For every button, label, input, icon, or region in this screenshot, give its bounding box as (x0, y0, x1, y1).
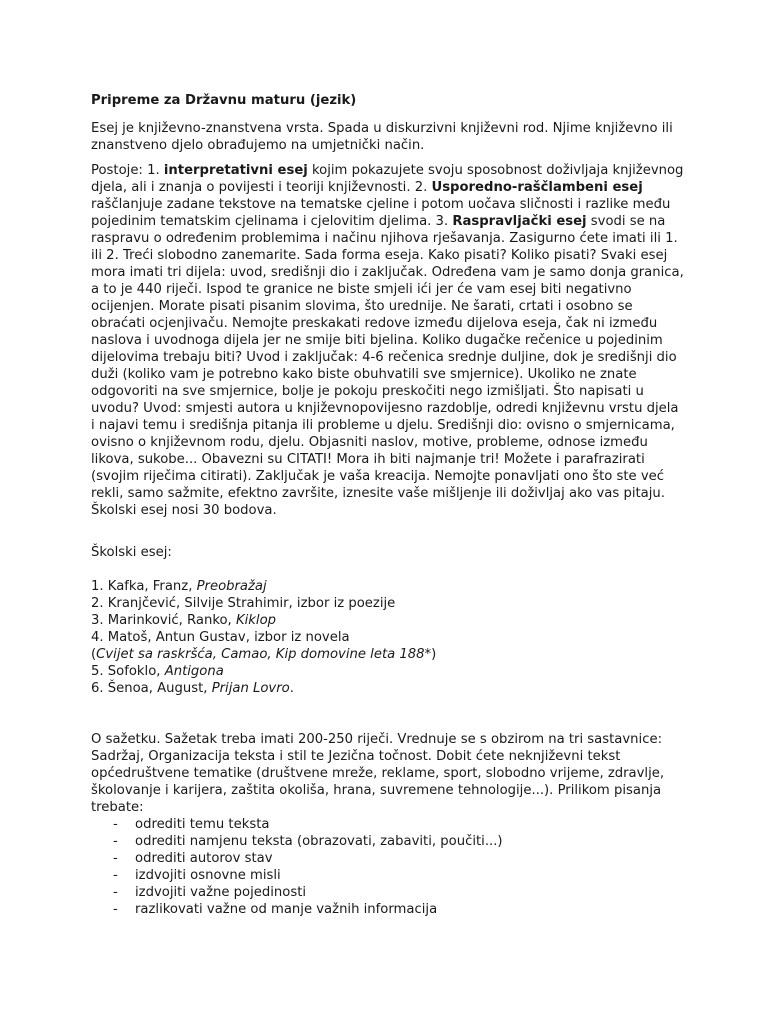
types-text-3: raščlanjuje zadane tekstove na tematske cjeline i potom uočava sličnosti i razlike među pojedinim tematskim cjelinama i cjelovitim djelima. 3. (91, 197, 671, 229)
types-text-2: kojim pokazujete svoju sposobnost doživljaja književnog djela, ali i znanja o povijesti i teoriji književnosti. 2. (91, 163, 684, 195)
document-title: Pripreme za Državnu maturu (jezik) (91, 93, 357, 108)
task-list-item (91, 867, 684, 884)
blank-line (91, 697, 684, 714)
types-text-1: Postoje: 1. (91, 163, 164, 178)
work-title: Prijan Lovro (211, 681, 290, 696)
dash-bullet: - (113, 868, 118, 883)
task-text: odrediti namjenu teksta (obrazovati, zabaviti, poučiti...) (135, 834, 503, 849)
types-bold-2: Usporedno-raščlambeni esej (431, 180, 643, 195)
works-list-item (91, 680, 684, 697)
works-list (91, 578, 684, 697)
works-list-item (91, 578, 684, 595)
work-title: Preobražaj (196, 579, 267, 594)
dash-bullet: - (113, 834, 118, 849)
task-text: razlikovati važne od manje važnih informacija (135, 902, 438, 917)
work-title: Kiklop (235, 613, 277, 628)
works-list-item (91, 595, 684, 612)
work-suffix: . (289, 681, 294, 696)
work-suffix: ) (431, 647, 437, 662)
intro-paragraph: Esej je književno-znanstvena vrsta. Spada u diskurzivni književni rod. Njime književno ili znanstveno djelo obrađujemo na umjetnički način. (91, 121, 673, 153)
works-list-item (91, 646, 684, 663)
blank-line (91, 527, 684, 544)
task-list-item (91, 884, 684, 901)
school-essay-heading: Školski esej: (91, 545, 172, 560)
essay-types-paragraph (91, 162, 684, 519)
dash-bullet: - (113, 902, 118, 917)
summary-task-list (91, 816, 684, 918)
work-text: 1. Kafka, Franz, (91, 579, 197, 594)
works-list-item (91, 629, 684, 646)
dash-bullet: - (113, 817, 118, 832)
work-text: 2. Kranjčević, Silvije Strahimir, izbor iz poezije (91, 596, 396, 611)
work-text: ( (91, 647, 97, 662)
dash-bullet: - (113, 885, 118, 900)
types-bold-3: Raspravljački esej (452, 214, 587, 229)
works-list-item (91, 612, 684, 629)
task-list-item (91, 816, 684, 833)
work-title: Antigona (164, 664, 224, 679)
task-text: izdvojiti osnovne misli (135, 868, 281, 883)
task-text: odrediti temu teksta (135, 817, 270, 832)
work-title: Cvijet sa raskršća, Camao, Kip domovine leta 188* (96, 647, 432, 662)
dash-bullet: - (113, 851, 118, 866)
blank-line (91, 714, 684, 731)
task-text: izdvojiti važne pojedinosti (135, 885, 307, 900)
task-list-item (91, 901, 684, 918)
work-text: 4. Matoš, Antun Gustav, izbor iz novela (91, 630, 350, 645)
work-text: 3. Marinković, Ranko, (91, 613, 236, 628)
work-text: 5. Sofoklo, (91, 664, 165, 679)
task-list-item (91, 833, 684, 850)
blank-line (91, 561, 684, 578)
task-list-item (91, 850, 684, 867)
summary-paragraph: O sažetku. Sažetak treba imati 200-250 riječi. Vrednuje se s obzirom na tri sastavnice: Sadržaj, Organizacija teksta i stil te Jezična točnost. Dobit ćete neknjiževni tekst općedruštvene tematike (društvene mreže, reklame, sport, slobodno vrijeme, zdravlje, školovanje i karijera, zaštita okoliša, hrana, suvremene tehnologije...). Prilikom pisanja trebate: (91, 732, 665, 815)
types-bold-1: interpretativni esej (163, 163, 308, 178)
task-text: odrediti autorov stav (135, 851, 273, 866)
works-list-item (91, 663, 684, 680)
types-text-4: svodi se na raspravu o određenim problemima i načinu njihova rješavanja. Zasigurno ćete imati ili 1. ili 2. Treći slobodno zanemarite. Sada forma eseja. Kako pisati? Koliko pisati? Svaki esej mora imati tri dijela: uvod, središnji dio i zaključak. Određena vam je samo donja granica, a to je 440 riječi. Ispod te granice ne biste smjeli ići jer će vam esej biti negativno ocijenjen. Morate pisati pisanim slovima, što urednije. Ne šarati, crtati i osobno se obraćati ocjenjivaču. Nemojte preskakati redove između dijelova eseja, čak ni između naslova i uvodnoga dijela jer ne smije biti bjelina. Koliko dugačke rečenice u pojedinim dijelovima trebaju biti? Uvod i zaključak: 4-6 rečenica srednje duljine, dok je središnji dio duži (koliko vam je potrebno kako biste obuhvatili sve smjernice). Ukoliko ne znate odgovoriti na sve smjernice, bolje je pokoju preskočiti nego izmišljati. Što napisati u uvodu? Uvod: smjesti autora u književnopovijesno razdoblje, odredi književnu vrstu djela i najavi temu i središnja pitanja ili probleme u djelu. Središnji dio: ovisno o smjernicama, ovisno o književnom rodu, djelu. Objasniti naslov, motive, probleme, odnose između likova, sukobe... Obavezni su CITATI! Mora ih biti najmanje tri! Možete i parafrazirati (svojim riječima citirati). Zaključak je vaša kreacija. Nemojte ponavljati ono što ste već rekli, samo sažmite, efektno završite, iznesite vaše mišljenje ili doživljaj ako vas pitaju. Školski esej nosi 30 bodova. (91, 214, 684, 518)
work-text: 6. Šenoa, August, (91, 681, 212, 696)
